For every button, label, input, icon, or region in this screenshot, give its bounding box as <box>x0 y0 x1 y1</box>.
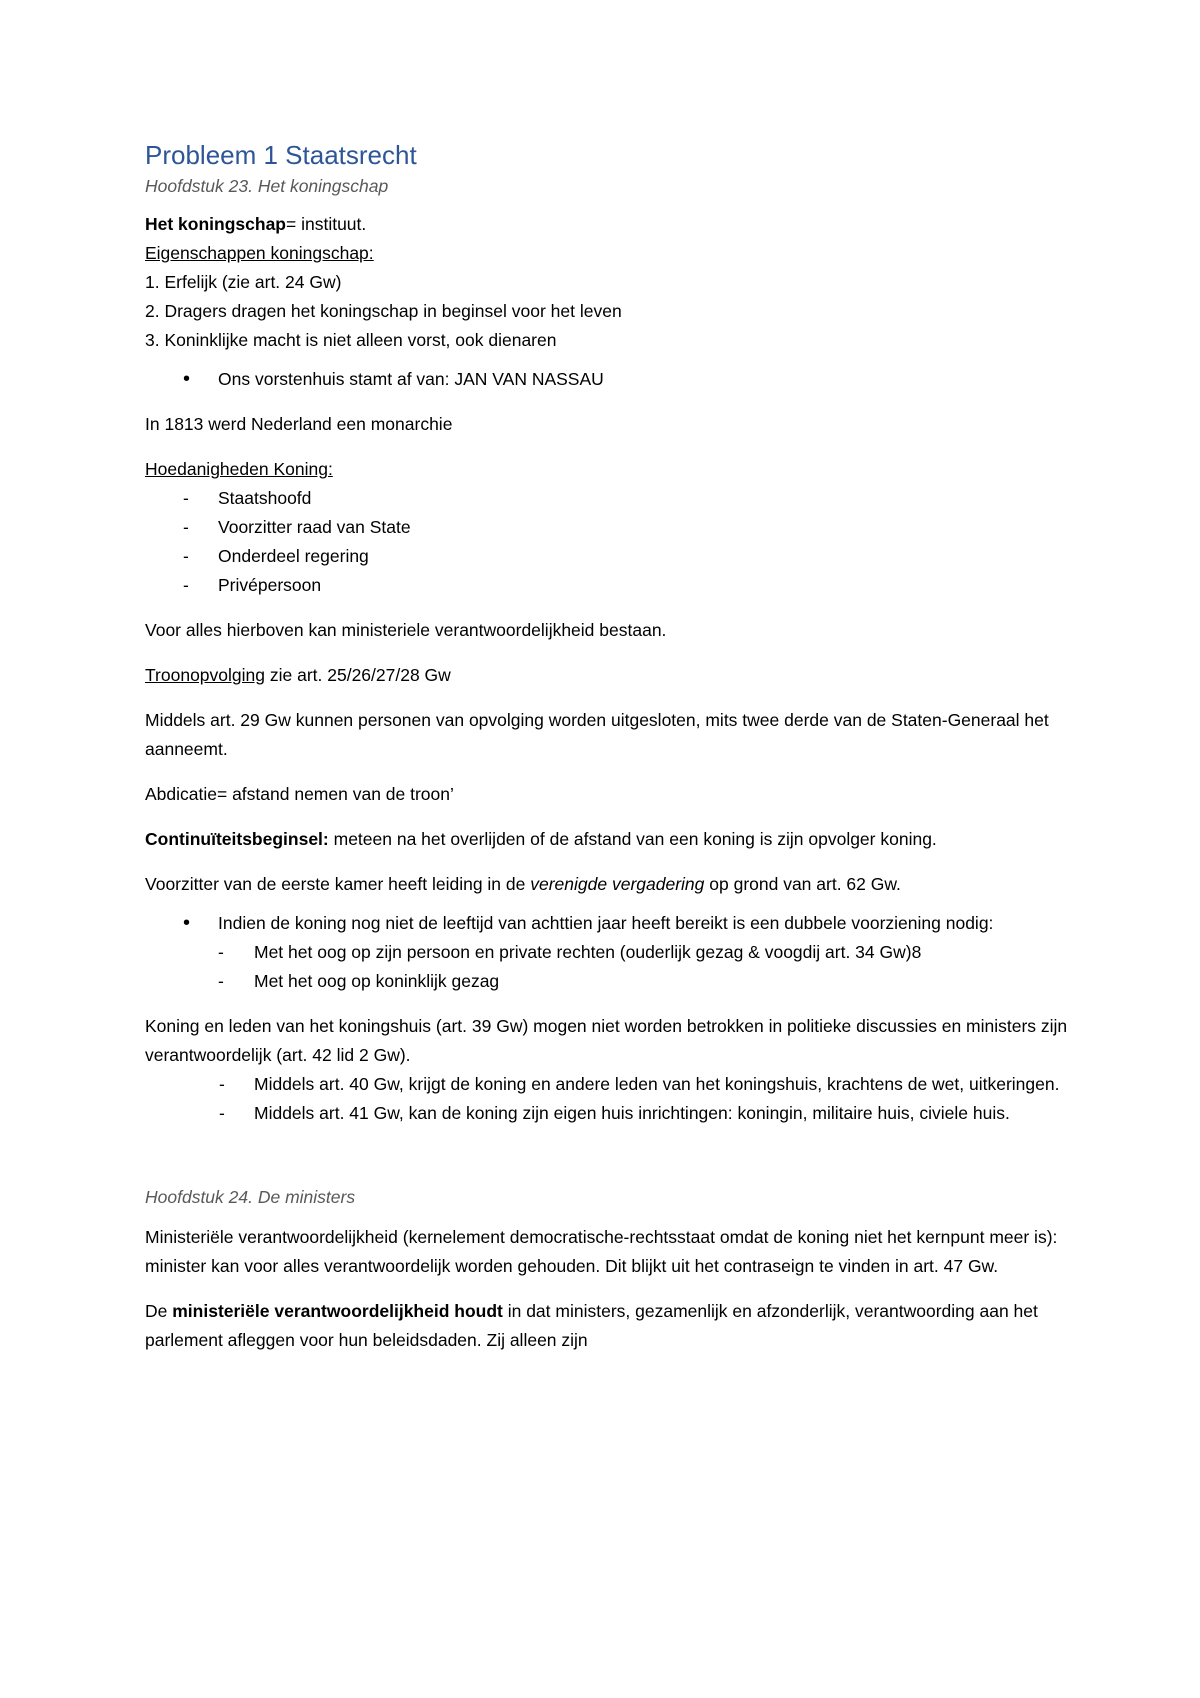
list-item: - Met het oog op zijn persoon en private rechten (ouderlijk gezag & voogdij art. 34 Gw)8 <box>218 938 1080 967</box>
leeftijd-list <box>145 909 1080 996</box>
vorstenhuis-bullet: • Ons vorstenhuis stamt af van: JAN VAN NASSAU <box>145 365 1080 394</box>
houdt-paragraph: De ministeriële verantwoordelijkheid houdt in dat ministers, gezamenlijk en afzonderlijk, verantwoording aan het parlement afleggen voor hun beleidsdaden. Zij alleen zijn <box>145 1301 1038 1350</box>
art29-paragraph: Middels art. 29 Gw kunnen personen van opvolging worden uitgesloten, mits twee derde van de Staten-Generaal het aanneemt. <box>145 710 1049 759</box>
chapter-24-heading: Hoofdstuk 24. De ministers <box>145 1187 356 1207</box>
leeftijd-sublist <box>218 938 1080 996</box>
abdicatie-paragraph: Abdicatie= afstand nemen van de troon’ <box>145 784 454 804</box>
list-item: - Met het oog op koninklijk gezag <box>218 967 1080 996</box>
middels-list <box>145 1070 1080 1128</box>
troonopvolging-paragraph: Troonopvolging zie art. 25/26/27/28 Gw <box>145 665 451 685</box>
eigenschap-item: 1. Erfelijk (zie art. 24 Gw) <box>145 272 342 292</box>
koningschap-definition: Het koningschap= instituut. <box>145 214 367 234</box>
list-item: - Privépersoon <box>145 571 1080 600</box>
hoedanigheden-heading: Hoedanigheden Koning: <box>145 459 333 479</box>
leeftijd-bullet: • Indien de koning nog niet de leeftijd van achttien jaar heeft bereikt is een dubbele voorziening nodig: - Met het oog op zijn persoon en private rechten (ouderlijk gezag & voogdij art. 34 Gw)8 - Met het oog op koninklijk gezag <box>145 909 1080 996</box>
monarchie-paragraph: In 1813 werd Nederland een monarchie <box>145 414 453 434</box>
eigenschap-item: 3. Koninklijke macht is niet alleen vorst, ook dienaren <box>145 330 557 350</box>
chapter-23-heading: Hoofdstuk 23. Het koningschap <box>145 176 389 196</box>
list-item: - Middels art. 41 Gw, kan de koning zijn eigen huis inrichtingen: koningin, militaire huis, civiele huis. <box>145 1099 1080 1128</box>
continuiteit-paragraph: Continuïteitsbeginsel: meteen na het overlijden of de afstand van een koning is zijn opvolger koning. <box>145 829 937 849</box>
list-item: - Voorzitter raad van State <box>145 513 1080 542</box>
bullet-list <box>145 365 1080 394</box>
list-item: - Middels art. 40 Gw, krijgt de koning en andere leden van het koningshuis, krachtens de wet, uitkeringen. <box>145 1070 1080 1099</box>
voorzitter-paragraph: Voorzitter van de eerste kamer heeft leiding in de verenigde vergadering op grond van art. 62 Gw. <box>145 874 901 894</box>
document-title: Probleem 1 Staatsrecht <box>145 140 417 170</box>
eigenschap-item: 2. Dragers dragen het koningschap in beginsel voor het leven <box>145 301 622 321</box>
min-verantw-paragraph: Ministeriële verantwoordelijkheid (kernelement democratische-rechtsstaat omdat de koning niet het kernpunt meer is): minister kan voor alles verantwoordelijk worden gehouden. Dit blijkt uit het contraseign te vinden in art. 47 Gw. <box>145 1227 1058 1276</box>
list-item: - Staatshoofd <box>145 484 1080 513</box>
eigenschappen-heading: Eigenschappen koningschap: <box>145 243 374 263</box>
koningshuis-paragraph: Koning en leden van het koningshuis (art. 39 Gw) mogen niet worden betrokken in politieke discussies en ministers zijn verantwoordelijk (art. 42 lid 2 Gw). <box>145 1016 1068 1065</box>
hoedanigheden-list <box>145 484 1080 600</box>
ministeriele-paragraph: Voor alles hierboven kan ministeriele verantwoordelijkheid bestaan. <box>145 620 667 640</box>
list-item: - Onderdeel regering <box>145 542 1080 571</box>
